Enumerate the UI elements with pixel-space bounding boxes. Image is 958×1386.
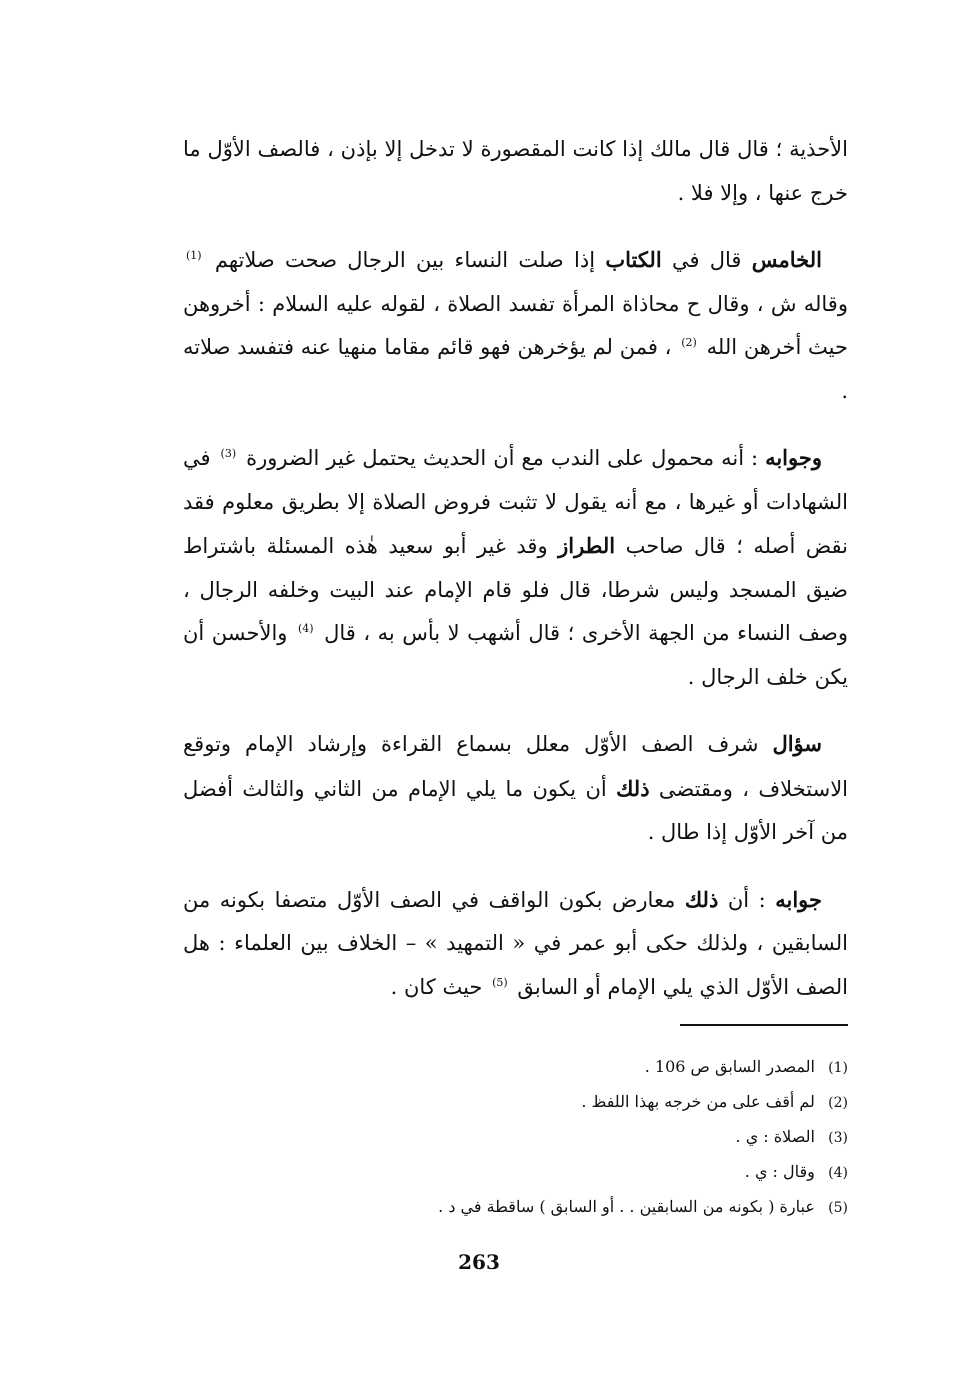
paragraph-keyword: الخامس	[751, 247, 822, 272]
footnote-item	[300, 1190, 848, 1225]
paragraph-1	[183, 128, 848, 215]
paragraph-text: ، فمن لم يؤخرهن فهو قائم مقاما منهيا عنه فتفسد صلاته .	[183, 335, 848, 403]
footnote-text: عبارة ( بكونه من السابقين . . أو السابق ) ساقطة في د .	[438, 1197, 815, 1216]
paragraph-text: والأحسن أن يكن خلف الرجال .	[183, 621, 848, 689]
paragraph-text: قال في	[661, 248, 742, 272]
paragraph-text: إذا صلت النساء بين الرجال صحت صلاتهم	[214, 248, 606, 272]
footnote-marker: (4)	[297, 622, 314, 635]
footnote-number: (2)	[828, 1095, 848, 1111]
paragraph-text: في الشهادات أو غيرها ، مع أنه يقول لا تثبت فروض الصلاة إلا بطريق معلوم فقد نقض أصله ؛ قال صاحب	[183, 446, 848, 558]
paragraph-keyword: جوابه	[775, 886, 823, 912]
paragraph-text: : أن	[718, 887, 776, 912]
footnote-number: (3)	[828, 1130, 848, 1146]
paragraph-keyword: وجوابه	[765, 445, 822, 470]
footnote-number: (4)	[828, 1165, 848, 1181]
footnote-marker: (2)	[681, 336, 697, 349]
footnote-marker: (5)	[492, 975, 508, 989]
paragraph-5	[183, 878, 848, 1010]
footnote-marker: (1)	[186, 249, 202, 262]
paragraph-text: الأحذية ؛ قال قال مالك إذا كانت المقصورة لا تدخل إلا بإذن ، فالصف الأوّل ما خرج عنها ، وإلا فلا .	[183, 137, 848, 205]
paragraph-text: وقاله ش ، وقال ح محاذاة المرأة تفسد الصلاة ، لقوله عليه السلام : أخروهن حيث أخرهن الله	[183, 291, 848, 359]
paragraph-text: أن يكون ما يلي الإمام من الثاني والثالث أفضل من آخر الأوّل إذا طال .	[183, 776, 848, 844]
footnote-item	[300, 1085, 848, 1120]
paragraph-text: : أنه محمول على الندب مع أن الحديث يحتمل غير الضرورة	[246, 446, 766, 470]
main-text	[183, 128, 848, 1032]
footnote-number: (1)	[828, 1060, 848, 1076]
page-number: 263	[458, 1250, 500, 1274]
footnote-text: لم أقف على من خرجه بهذا اللفظ .	[581, 1092, 815, 1111]
paragraph-text: شرف الصف الأوّل معلل بسماع القراءة وإرشاد الإمام وتوقع الاستخلاف ، ومقتضى	[183, 732, 849, 801]
footnote-item	[300, 1155, 848, 1190]
footnote-text: المصدر السابق ص 106 .	[644, 1057, 815, 1076]
footnote-item	[300, 1050, 848, 1085]
paragraph-keyword: الطراز	[558, 533, 616, 558]
paragraph-2	[183, 238, 848, 413]
footnote-item	[300, 1120, 848, 1155]
paragraph-keyword: ذلك	[616, 775, 650, 801]
footnotes	[300, 1050, 848, 1225]
paragraph-keyword: الكتاب	[605, 247, 662, 272]
paragraph-text: وقد غير أبو سعيد هٰذه المسئلة باشتراط ضيق المسجد وليس شرطا، قال فلو قام الإمام عند البيت وخلفه الرجال ، وصف النساء من الجهة الأخرى ؛ قال أشهب لا بأس به ، قال	[183, 534, 848, 645]
paragraph-keyword: ذلك	[684, 886, 719, 912]
footnote-marker: (3)	[220, 447, 237, 460]
footnote-separator	[680, 1024, 848, 1026]
paragraph-3	[183, 436, 848, 699]
footnote-text: الصلاة : ي .	[735, 1127, 815, 1146]
paragraph-text: حيث كان .	[390, 974, 483, 999]
footnote-text: وقال : ي .	[744, 1162, 815, 1181]
paragraph-text: معارض بكون الواقف في الصف الأوّل متصفا بكونه من السابقين ، ولذلك حكى أبو عمر في « التمهيد » – الخلاف بين العلماء : هل الصف الأوّل الذي يلي الإمام أو السابق	[183, 887, 848, 999]
footnote-number: (5)	[828, 1200, 848, 1216]
paragraph-keyword: سؤال	[772, 731, 822, 756]
paragraph-4	[183, 722, 848, 855]
